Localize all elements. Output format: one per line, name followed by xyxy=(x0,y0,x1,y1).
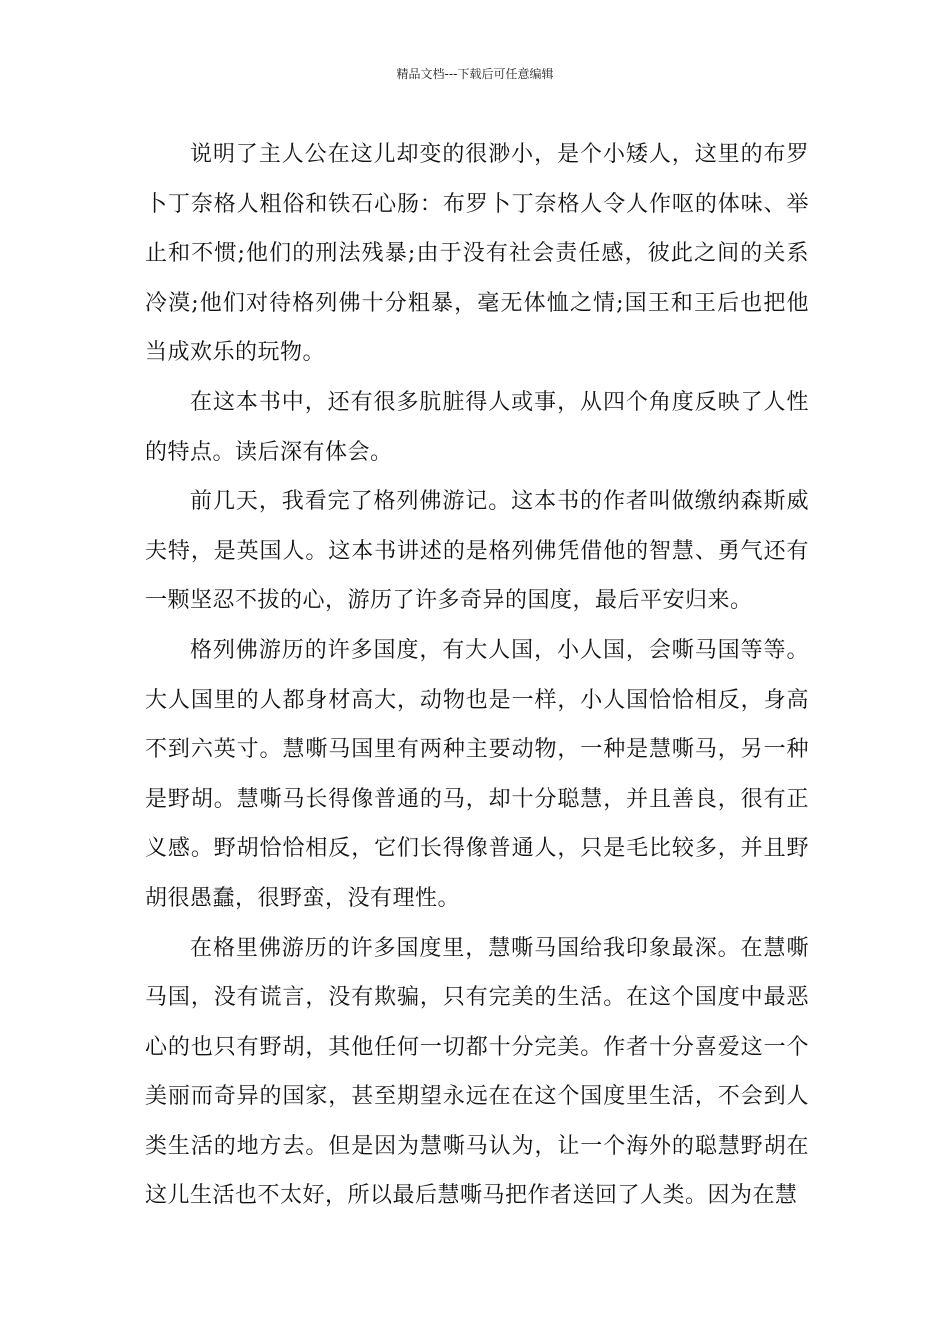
document-body xyxy=(145,130,809,1221)
paragraph-1: 说明了主人公在这儿却变的很渺小，是个小矮人，这里的布罗卜丁奈格人粗俗和铁石心肠：布罗卜丁奈格人令人作呕的体味、举止和不惯;他们的刑法残暴;由于没有社会责任感，彼此之间的关系冷漠;他们对待格列佛十分粗暴，毫无体恤之情;国王和王后也把他当成欢乐的玩物。 xyxy=(145,142,809,366)
paragraph-3: 前几天，我看完了格列佛游记。这本书的作者叫做缴纳森斯威夫特，是英国人。这本书讲述的是格列佛凭借他的智慧、勇气还有一颗坚忍不拔的心，游历了许多奇异的国度，最后平安归来。 xyxy=(145,489,809,614)
paragraph-4: 格列佛游历的许多国度，有大人国，小人国，会嘶马国等等。大人国里的人都身材高大，动物也是一样，小人国恰恰相反，身高不到六英寸。慧嘶马国里有两种主要动物，一种是慧嘶马，另一种是野胡。慧嘶马长得像普通的马，却十分聪慧，并且善良，很有正义感。野胡恰恰相反，它们长得像普通人，只是毛比较多，并且野胡很愚蠢，很野蛮，没有理性。 xyxy=(145,637,809,911)
page-header: 精品文档---下载后可任意编辑 xyxy=(396,67,554,81)
paragraph-2: 在这本书中，还有很多肮脏得人或事，从四个角度反映了人性的特点。读后深有体会。 xyxy=(145,389,809,465)
paragraph-5: 在格里佛游历的许多国度里，慧嘶马国给我印象最深。在慧嘶马国，没有谎言，没有欺骗，只有完美的生活。在这个国度中最恶心的也只有野胡，其他任何一切都十分完美。作者十分喜爱这一个美丽而奇异的国家，甚至期望永远在在这个国度里生活，不会到人类生活的地方去。但是因为慧嘶马认为，让一个海外的聪慧野胡在这儿生活也不太好，所以最后慧嘶马把作者送回了人类。因为在慧 xyxy=(145,935,809,1209)
